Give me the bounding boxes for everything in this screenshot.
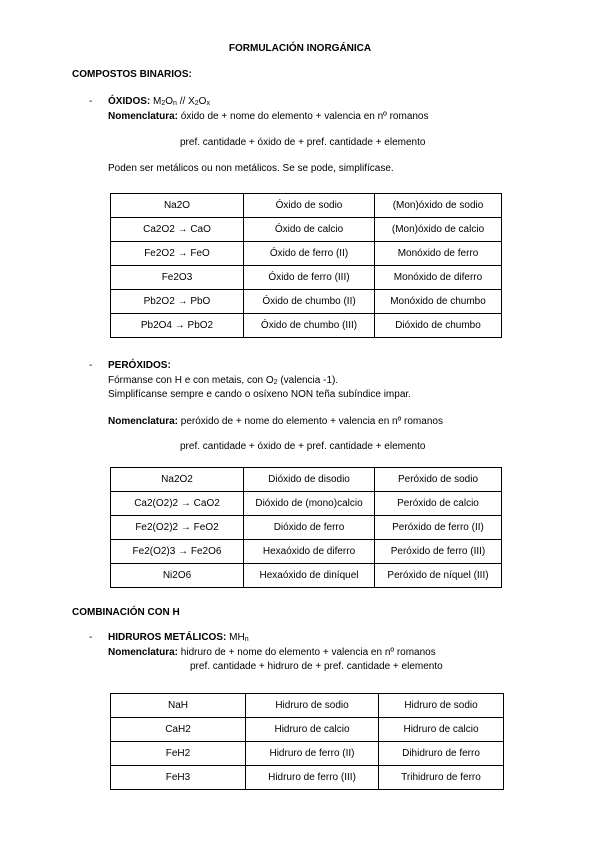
oxidos-title-line bbox=[108, 96, 210, 107]
nomenclatura-label: Nomenclatura: bbox=[108, 647, 179, 658]
table-cell: Pb2O2 → PbO bbox=[111, 290, 244, 314]
table-cell: Óxido de calcio bbox=[244, 218, 375, 242]
oxidos-table bbox=[110, 193, 502, 338]
table-cell: CaH2 bbox=[111, 718, 246, 742]
table-cell: Dióxido de (mono)calcio bbox=[244, 492, 375, 516]
peroxidos-table bbox=[110, 467, 502, 588]
hidruros-pref-line: pref. cantidade + hidruro de + pref. cantidade + elemento bbox=[190, 661, 443, 672]
oxidos-formula: $M_2O_n // X_2O_x$ bbox=[153, 96, 210, 107]
hidruros-table bbox=[110, 693, 504, 790]
table-cell: Hexaóxido de diníquel bbox=[244, 564, 375, 588]
table-cell: Peróxido de ferro (II) bbox=[375, 516, 502, 540]
hidruros-title-line bbox=[108, 632, 249, 643]
table-cell: Óxido de ferro (III) bbox=[244, 266, 375, 290]
nomenclatura-text: hidruro de + nome do elemento + valencia en nº romanos bbox=[180, 647, 436, 658]
table-cell: Peróxido de sodio bbox=[375, 468, 502, 492]
table-cell: Ni2O6 bbox=[111, 564, 244, 588]
oxidos-note: Poden ser metálicos ou non metálicos. Se se pode, simplifícase. bbox=[108, 163, 394, 174]
nomenclatura-label: Nomenclatura: bbox=[108, 416, 179, 427]
table-cell: Óxido de ferro (II) bbox=[244, 242, 375, 266]
nomenclatura-label: Nomenclatura: bbox=[108, 111, 179, 122]
page-title: FORMULACIÓN INORGÁNICA bbox=[228, 43, 372, 54]
oxidos-label: ÓXIDOS: bbox=[108, 96, 151, 107]
table-cell: Óxido de chumbo (III) bbox=[244, 314, 375, 338]
table-cell: Peróxido de ferro (III) bbox=[375, 540, 502, 564]
peroxidos-line1: Fórmanse con H e con metais, con $O_2$ (valencia -1). bbox=[108, 375, 339, 386]
table-cell: Hidruro de ferro (II) bbox=[246, 742, 379, 766]
table-cell: Pb2O4 → PbO2 bbox=[111, 314, 244, 338]
table-cell: Fe2O2 → FeO bbox=[111, 242, 244, 266]
table-cell: Óxido de chumbo (II) bbox=[244, 290, 375, 314]
table-cell: Ca2(O2)2 → CaO2 bbox=[111, 492, 244, 516]
nomenclatura-text: óxido de + nome do elemento + valencia en nº romanos bbox=[180, 111, 429, 122]
table-row bbox=[111, 742, 504, 766]
table-cell: (Mon)óxido de calcio bbox=[375, 218, 502, 242]
table-row bbox=[111, 314, 502, 338]
table-cell: Hidruro de ferro (III) bbox=[246, 766, 379, 790]
table-cell: (Mon)óxido de sodio bbox=[375, 194, 502, 218]
table-row bbox=[111, 694, 504, 718]
peroxidos-line2: Simplifícanse sempre e cando o osíxeno NON teña subíndice impar. bbox=[108, 389, 411, 400]
oxidos-nomenclatura bbox=[108, 111, 429, 122]
table-row bbox=[111, 194, 502, 218]
table-row bbox=[111, 564, 502, 588]
table-cell: FeH3 bbox=[111, 766, 246, 790]
table-cell: Hidruro de sodio bbox=[379, 694, 504, 718]
table-row bbox=[111, 218, 502, 242]
peroxidos-nomenclatura bbox=[108, 416, 443, 427]
table-cell: Monóxido de chumbo bbox=[375, 290, 502, 314]
table-row bbox=[111, 540, 502, 564]
table-cell: Dihidruro de ferro bbox=[379, 742, 504, 766]
table-row bbox=[111, 516, 502, 540]
table-cell: Monóxido de ferro bbox=[375, 242, 502, 266]
table-cell: Monóxido de diferro bbox=[375, 266, 502, 290]
table-row bbox=[111, 242, 502, 266]
nomenclatura-text: peróxido de + nome do elemento + valencia en nº romanos bbox=[180, 416, 443, 427]
table-cell: Dióxido de chumbo bbox=[375, 314, 502, 338]
table-cell: NaH bbox=[111, 694, 246, 718]
table-cell: Trihidruro de ferro bbox=[379, 766, 504, 790]
section-heading-binarios: COMPOSTOS BINARIOS: bbox=[72, 69, 192, 80]
hidruros-formula: $MH_n$ bbox=[229, 632, 249, 643]
table-cell: Óxido de sodio bbox=[244, 194, 375, 218]
table-cell: Hidruro de calcio bbox=[246, 718, 379, 742]
peroxidos-label: PERÓXIDOS: bbox=[108, 360, 171, 371]
table-row bbox=[111, 492, 502, 516]
table-cell: Fe2(O2)2 → FeO2 bbox=[111, 516, 244, 540]
table-cell: Fe2O3 bbox=[111, 266, 244, 290]
table-row bbox=[111, 290, 502, 314]
table-cell: Peróxido de calcio bbox=[375, 492, 502, 516]
table-cell: Hidruro de sodio bbox=[246, 694, 379, 718]
bullet-hidruros: - bbox=[89, 632, 93, 643]
table-cell: Dióxido de ferro bbox=[244, 516, 375, 540]
table-row bbox=[111, 266, 502, 290]
table-cell: Fe2(O2)3 → Fe2O6 bbox=[111, 540, 244, 564]
peroxidos-pref-line: pref. cantidade + óxido de + pref. cantidade + elemento bbox=[180, 441, 426, 452]
table-cell: FeH2 bbox=[111, 742, 246, 766]
table-row bbox=[111, 468, 502, 492]
bullet-peroxidos: - bbox=[89, 360, 93, 371]
table-cell: Na2O bbox=[111, 194, 244, 218]
table-cell: Dióxido de disodio bbox=[244, 468, 375, 492]
hidruros-nomenclatura bbox=[108, 647, 436, 658]
table-cell: Hexaóxido de diferro bbox=[244, 540, 375, 564]
table-cell: Peróxido de níquel (III) bbox=[375, 564, 502, 588]
hidruros-label: HIDRUROS METÁLICOS: bbox=[108, 632, 227, 643]
table-cell: Na2O2 bbox=[111, 468, 244, 492]
table-cell: Hidruro de calcio bbox=[379, 718, 504, 742]
oxidos-pref-line: pref. cantidade + óxido de + pref. cantidade + elemento bbox=[180, 137, 426, 148]
table-row bbox=[111, 718, 504, 742]
bullet-oxidos: - bbox=[89, 96, 93, 107]
table-row bbox=[111, 766, 504, 790]
section-heading-combinacion: COMBINACIÓN CON H bbox=[72, 607, 180, 618]
table-cell: Ca2O2 → CaO bbox=[111, 218, 244, 242]
